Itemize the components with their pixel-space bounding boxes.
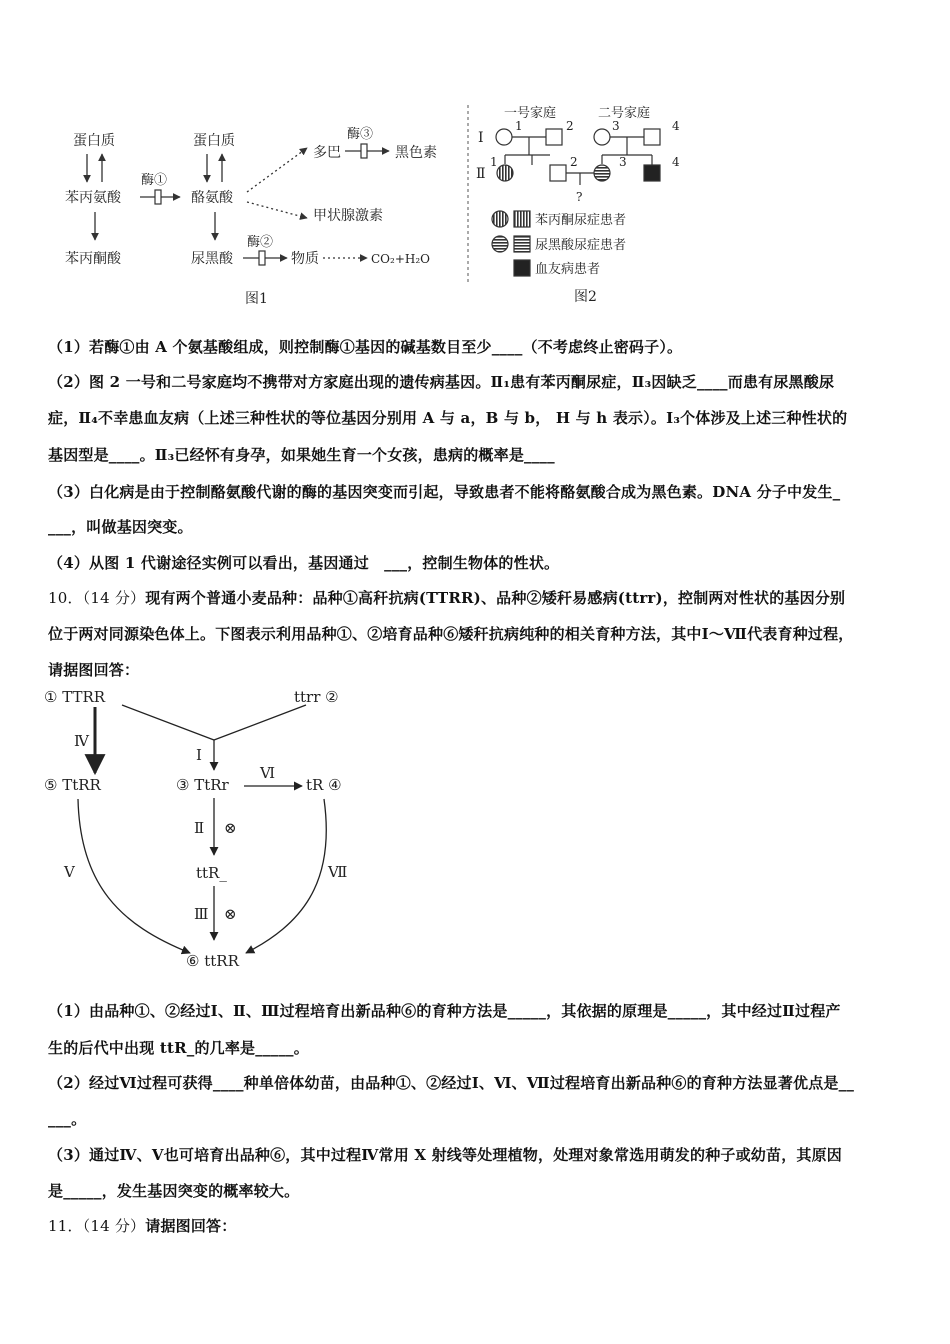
fig1-caption: 图1 [245,291,268,307]
q10-curve-vii [246,799,326,953]
fig1-enzyme3: 酶③ [347,127,374,142]
q10-number: 10．（14 分） [48,589,146,607]
fig1-dopa: 多巴 [313,145,341,161]
q10-part3-line1: （3）通过Ⅳ、Ⅴ也可培育出品种⑥，其中过程Ⅳ常用 X 射线等处理植物，处理对象常选用萌发的种子或幼苗，其原因 [48,1146,843,1164]
q10-intro-line3: 请据图回答： [48,661,140,679]
q9-part2-line1: （2）图 2 一号和二号家庭均不携带对方家庭出现的遗传病基因。Ⅱ₁患有苯丙酮尿症，Ⅱ₃因缺乏____而患有尿黑酸尿 [48,373,835,391]
fig2-f1-i2-male [546,129,562,145]
fig1-enzyme1: 酶① [141,173,168,188]
q10-p3-label: ③ TtRr [176,776,229,794]
q10-p5-label: ⑤ TtRR [44,776,101,794]
fig2-f1-ii2-male [550,165,566,181]
fig2-legend-hemo-square [514,260,530,276]
svg-text:1: 1 [515,119,523,133]
q10-step-i: Ⅰ [196,746,202,764]
q10-part2-line1: （2）经过Ⅵ过程可获得____种单倍体幼苗，由品种①、②经过Ⅰ、Ⅵ、Ⅶ过程培育出新品种⑥的育种方法显著优点是__ [48,1074,855,1092]
svg-text:2: 2 [566,119,574,133]
fig1-thyroxine: 甲状腺激素 [313,208,383,224]
fig1-dotted-arrow-thyroxine [247,202,307,218]
svg-text:4: 4 [672,155,680,169]
fig1-dotted-arrow-dopa [247,148,307,192]
fig2-caption: 图2 [574,289,597,305]
q10-part3-line2: 是_____，发生基因突变的概率较大。 [48,1182,300,1200]
fig2-unborn-child: ? [576,190,583,204]
figure-divider [465,105,471,285]
q9-part4: （4）从图 1 代谢途径实例可以看出，基因通过 ___，控制生物体的性状。 [48,554,560,572]
q10-part1-line1: （1）由品种①、②经过Ⅰ、Ⅱ、Ⅲ过程培育出新品种⑥的育种方法是_____，其依据的原理是_____，其中经过Ⅱ过程产 [48,1002,841,1020]
svg-text:4: 4 [672,119,680,133]
q10-intro-line2: 位于两对同源染色体上。下图表示利用品种①、②培育品种⑥矮秆抗病纯种的相关育种方法，其中Ⅰ～Ⅶ代表育种过程， [48,625,854,643]
q10-selfing-2: ⊗ [224,905,237,923]
fig2-gen1-label: Ⅰ [478,130,484,146]
q10-step-vii: Ⅶ [328,863,348,881]
svg-text:1: 1 [490,155,498,169]
fig2-f2-ii4-hemophilia-male [644,165,660,181]
q10-part2-line2: ___。 [48,1110,87,1128]
q10-step-v: Ⅴ [64,863,75,881]
q10-intro-text: 现有两个普通小麦品种：品种①高秆抗病(TTRR)、品种②矮秆易感病(ttrr)，控制两对性状的基因分别 [145,589,846,607]
q10-part1-line2: 生的后代中出现 ttR_的几率是_____。 [48,1039,309,1057]
fig2-f1-i1-female [496,129,512,145]
fig1-tyrosine: 酪氨酸 [191,190,233,206]
svg-text:3: 3 [612,119,620,133]
q9-part3-line1: （3）白化病是由于控制酪氨酸代谢的酶的基因突变而引起，导致患者不能将酪氨酸合成为黑色素。DNA 分子中发生_ [48,483,841,501]
fig1-melanin: 黑色素 [395,145,437,161]
q10-step-iii: Ⅲ [194,905,209,923]
fig1-substance: 物质 [291,251,319,267]
q9-part3-line2: ___，叫做基因突变。 [48,518,193,536]
figure-1-metabolic-pathway [55,100,465,315]
fig2-f1-ii1-pku-female [497,165,513,181]
q10-step-iv: Ⅳ [74,732,89,750]
fig2-legend-alk-circle [492,236,508,252]
q9-part2-line2: 症，Ⅱ₄不幸患血友病（上述三种性状的等位基因分别用 A 与 a，B 与 b， H 与 h 表示）。I₃个体涉及上述三种性状的 [48,409,848,427]
fig2-legend-hemo-label: 血友病患者 [535,262,601,277]
fig2-family1-label: 一号家庭 [504,106,557,121]
fig2-legend-pku-square [514,211,530,227]
q10-p6-label: ⑥ ttRR [186,952,239,970]
q10-curve-v [78,799,190,953]
q11-intro-text: 请据图回答： [145,1217,237,1235]
fig1-co2-h2o: CO₂+H₂O [371,252,430,266]
fig2-legend-alk-square [514,236,530,252]
svg-text:2: 2 [570,155,578,169]
svg-text:3: 3 [619,155,627,169]
q10-selfing-1: ⊗ [224,819,237,837]
fig2-gen2-label: Ⅱ [476,166,486,182]
fig1-protein-right: 蛋白质 [193,133,235,149]
fig1-protein-left: 蛋白质 [73,133,115,149]
fig1-block-enzyme2 [259,251,265,265]
q10-ttr-label: ttR_ [196,864,227,882]
fig1-block-enzyme3 [361,144,367,158]
figure-2-pedigree [472,98,712,313]
fig1-phenylalanine: 苯丙氨酸 [65,190,121,206]
fig2-family2-label: 二号家庭 [598,106,651,121]
q10-p2-label: ttrr ② [294,688,339,706]
fig2-legend-pku-label: 苯丙酮尿症患者 [535,213,627,228]
fig2-f2-i4-male [644,129,660,145]
fig2-legend-pku-circle [492,211,508,227]
q10-step-vi: Ⅵ [260,764,276,782]
q10-breeding-diagram [40,685,370,980]
q9-part1: （1）若酶①由 A 个氨基酸组成，则控制酶①基因的碱基数目至少____（不考虑终止密码子）。 [48,338,683,356]
q10-p4-label: tR ④ [306,776,342,794]
fig1-block-enzyme1 [155,190,161,204]
fig1-phenylpyruvate: 苯丙酮酸 [65,251,121,267]
q10-step-ii: Ⅱ [194,819,205,837]
q11-number: 11．（14 分） [48,1217,146,1235]
q9-part2-line3: 基因型是____。Ⅱ₃已经怀有身孕，如果她生育一个女孩，患病的概率是____ [48,446,555,464]
q11-intro [48,1216,910,1236]
fig1-enzyme2: 酶② [247,235,274,250]
fig2-f2-ii3-alk-female [594,165,610,181]
fig2-f2-i3-female [594,129,610,145]
fig2-legend-alk-label: 尿黑酸尿症患者 [535,238,627,253]
q10-p1-label: ① TTRR [44,688,106,706]
q10-intro-line1 [48,588,910,608]
fig1-homogentisate: 尿黑酸 [191,251,233,267]
